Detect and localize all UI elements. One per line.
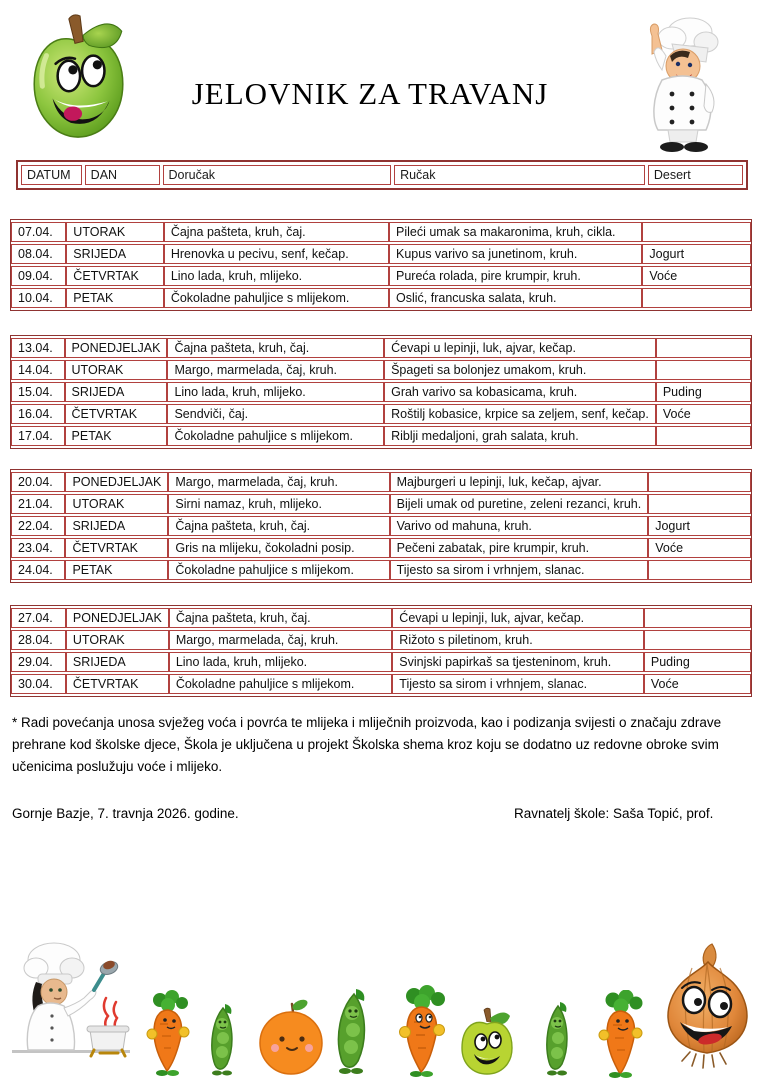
table-row	[11, 266, 751, 286]
header-row	[21, 165, 743, 185]
cell-day: UTORAK	[65, 494, 168, 514]
cell-dessert	[644, 608, 751, 628]
cell-breakfast: Čokoladne pahuljice s mlijekom.	[167, 426, 384, 446]
cell-breakfast: Margo, marmelada, čaj, kruh.	[168, 472, 389, 492]
cell-dessert	[656, 426, 751, 446]
header-cell-datum: DATUM	[21, 165, 82, 185]
chef-thumbs-up-icon	[626, 14, 730, 154]
cell-breakfast: Čajna pašteta, kruh, čaj.	[168, 516, 389, 536]
cell-dessert: Voće	[644, 674, 751, 694]
table-row	[11, 338, 751, 358]
cell-date: 29.04.	[11, 652, 66, 672]
place-date-text: Gornje Bazje, 7. travnja 2026. godine.	[12, 806, 239, 821]
cell-breakfast: Čokoladne pahuljice s mlijekom.	[169, 674, 392, 694]
page-title: JELOVNIK ZA TRAVANJ	[191, 76, 549, 111]
cell-day: SRIJEDA	[66, 244, 164, 264]
table-row	[11, 244, 751, 264]
cell-lunch: Svinjski papirkaš sa tjesteninom, kruh.	[392, 652, 644, 672]
cell-date: 14.04.	[11, 360, 65, 380]
cell-lunch: Ćevapi u lepinji, luk, ajvar, kečap.	[392, 608, 644, 628]
header-cell-dan: DAN	[85, 165, 160, 185]
cell-breakfast: Čajna pašteta, kruh, čaj.	[164, 222, 389, 242]
cell-lunch: Varivo od mahuna, kruh.	[390, 516, 649, 536]
cell-breakfast: Margo, marmelada, čaj, kruh.	[169, 630, 392, 650]
cell-day: UTORAK	[66, 630, 169, 650]
cell-lunch: Oslić, francuska salata, kruh.	[389, 288, 642, 308]
cell-day: ČETVRTAK	[66, 266, 164, 286]
table-row	[11, 288, 751, 308]
orange-icon	[255, 998, 327, 1076]
cell-breakfast: Sirni namaz, kruh, mlijeko.	[168, 494, 389, 514]
cell-dessert: Voće	[642, 266, 751, 286]
menu-table-week-4	[10, 605, 752, 697]
cell-lunch: Tijesto sa sirom i vrhnjem, slanac.	[392, 674, 644, 694]
cell-date: 24.04.	[11, 560, 65, 580]
cell-date: 27.04.	[11, 608, 66, 628]
footnote-text: * Radi povećanja unosa svježeg voća i povrća te mlijeka i mliječnih proizvoda, kao i podizanja svijesti o značaju zdrave prehrane kod školske djece, Škola je uključena u projekt Školska shema kroz koju se dodatno uz redovne obroke svim učenicima poslužuju voće i mlijeko.	[12, 715, 722, 774]
table-row	[11, 382, 751, 402]
cell-lunch: Roštilj kobasice, krpice sa zeljem, senf, kečap.	[384, 404, 656, 424]
cell-lunch: Ćevapi u lepinji, luk, ajvar, kečap.	[384, 338, 656, 358]
cell-dessert: Voće	[648, 538, 751, 558]
chef-cooking-icon	[10, 938, 132, 1076]
table-row	[11, 560, 751, 580]
cell-dessert: Puding	[656, 382, 751, 402]
cell-date: 13.04.	[11, 338, 65, 358]
cell-day: SRIJEDA	[65, 516, 168, 536]
cell-lunch: Riblji medaljoni, grah salata, kruh.	[384, 426, 656, 446]
header-cell-rucak: Ručak	[394, 165, 645, 185]
table-row	[11, 222, 751, 242]
cell-date: 08.04.	[11, 244, 66, 264]
table-row	[11, 674, 751, 694]
table-row	[11, 360, 751, 380]
cell-lunch: Kupus varivo sa junetinom, kruh.	[389, 244, 642, 264]
cell-dessert	[656, 338, 751, 358]
cell-lunch: Pileći umak sa makaronima, kruh, cikla.	[389, 222, 642, 242]
cell-breakfast: Lino lada, kruh, mlijeko.	[167, 382, 384, 402]
cell-dessert	[648, 472, 751, 492]
cell-dessert: Jogurt	[642, 244, 751, 264]
cell-breakfast: Čajna pašteta, kruh, čaj.	[167, 338, 384, 358]
cell-day: PONEDJELJAK	[65, 472, 168, 492]
cell-date: 09.04.	[11, 266, 66, 286]
carrot-icon	[140, 990, 196, 1076]
cell-date: 22.04.	[11, 516, 65, 536]
cell-dessert: Jogurt	[648, 516, 751, 536]
cell-lunch: Majburgeri u lepinji, luk, kečap, ajvar.	[390, 472, 649, 492]
cell-lunch: Špageti sa bolonjez umakom, kruh.	[384, 360, 656, 380]
cell-dessert: Voće	[656, 404, 751, 424]
cell-dessert	[642, 222, 751, 242]
cell-day: ČETVRTAK	[66, 674, 169, 694]
cell-day: PONEDJELJAK	[65, 338, 168, 358]
cell-dessert	[648, 494, 751, 514]
cell-day: SRIJEDA	[66, 652, 169, 672]
pea-pod-icon	[540, 998, 576, 1076]
cell-date: 10.04.	[11, 288, 66, 308]
cell-dessert	[648, 560, 751, 580]
table-row	[11, 652, 751, 672]
cell-breakfast: Hrenovka u pecivu, senf, kečap.	[164, 244, 389, 264]
cell-breakfast: Sendviči, čaj.	[167, 404, 384, 424]
cell-lunch: Bijeli umak od puretine, zeleni rezanci, kruh.	[390, 494, 649, 514]
cell-dessert	[644, 630, 751, 650]
cell-date: 28.04.	[11, 630, 66, 650]
header-cell-desert: Desert	[648, 165, 743, 185]
cell-date: 16.04.	[11, 404, 65, 424]
cell-date: 07.04.	[11, 222, 66, 242]
cell-breakfast: Čajna pašteta, kruh, čaj.	[169, 608, 392, 628]
cell-date: 15.04.	[11, 382, 65, 402]
table-row	[11, 472, 751, 492]
cell-lunch: Grah varivo sa kobasicama, kruh.	[384, 382, 656, 402]
column-header-table	[16, 160, 748, 190]
table-row	[11, 494, 751, 514]
apple-icon	[456, 1006, 518, 1076]
cell-day: PONEDJELJAK	[66, 608, 169, 628]
cell-day: UTORAK	[66, 222, 164, 242]
cell-day: PETAK	[65, 426, 168, 446]
header-cell-dorucak: Doručak	[163, 165, 392, 185]
cell-lunch: Tijesto sa sirom i vrhnjem, slanac.	[390, 560, 649, 580]
cell-date: 20.04.	[11, 472, 65, 492]
cell-date: 23.04.	[11, 538, 65, 558]
carrot-icon	[592, 990, 650, 1078]
pea-pod-icon	[330, 985, 376, 1075]
cell-dessert	[656, 360, 751, 380]
cell-dessert: Puding	[644, 652, 751, 672]
cell-day: ČETVRTAK	[65, 538, 168, 558]
cell-breakfast: Lino lada, kruh, mlijeko.	[164, 266, 389, 286]
apple-cartoon-icon	[22, 8, 134, 146]
cell-breakfast: Gris na mlijeku, čokoladni posip.	[168, 538, 389, 558]
principal-signature-text: Ravnatelj škole: Saša Topić, prof.	[514, 806, 714, 821]
cell-dessert	[642, 288, 751, 308]
cell-lunch: Rižoto s piletinom, kruh.	[392, 630, 644, 650]
cell-day: PETAK	[66, 288, 164, 308]
cell-breakfast: Margo, marmelada, čaj, kruh.	[167, 360, 384, 380]
cell-date: 30.04.	[11, 674, 66, 694]
cell-date: 17.04.	[11, 426, 65, 446]
menu-table-week-1	[10, 219, 752, 311]
cell-breakfast: Čokoladne pahuljice s mlijekom.	[164, 288, 389, 308]
table-row	[11, 404, 751, 424]
cell-day: ČETVRTAK	[65, 404, 168, 424]
pea-pod-icon	[205, 1000, 241, 1076]
cell-lunch: Pureća rolada, pire krumpir, kruh.	[389, 266, 642, 286]
table-row	[11, 516, 751, 536]
menu-table-week-2	[10, 335, 752, 449]
cell-date: 21.04.	[11, 494, 65, 514]
table-row	[11, 426, 751, 446]
cell-day: UTORAK	[65, 360, 168, 380]
carrot-icon	[392, 985, 452, 1077]
table-row	[11, 630, 751, 650]
table-row	[11, 538, 751, 558]
cell-day: SRIJEDA	[65, 382, 168, 402]
cell-breakfast: Čokoladne pahuljice s mlijekom.	[168, 560, 389, 580]
cell-lunch: Pečeni zabatak, pire krumpir, kruh.	[390, 538, 649, 558]
menu-table-week-3	[10, 469, 752, 583]
cell-breakfast: Lino lada, kruh, mlijeko.	[169, 652, 392, 672]
cell-day: PETAK	[65, 560, 168, 580]
onion-icon	[652, 942, 760, 1074]
table-row	[11, 608, 751, 628]
